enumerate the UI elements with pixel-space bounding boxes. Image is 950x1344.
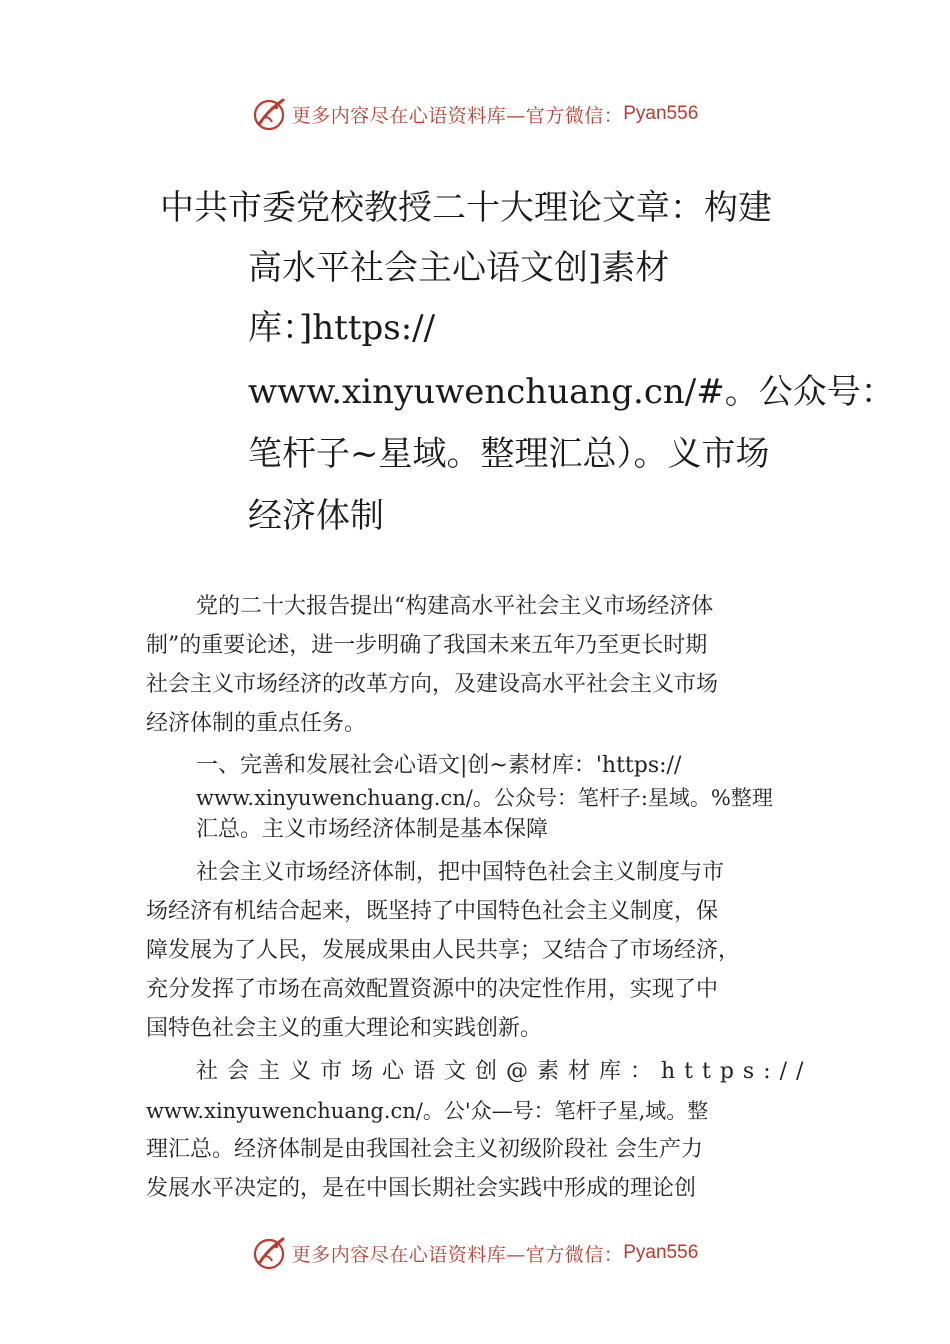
footer-banner (0, 1233, 950, 1273)
banner-text: 更多内容尽在心语资料库—官方微信： (291, 104, 624, 127)
paragraph-line: 社会主义市场经济的改革方向，及建设高水平社会主义市场 (146, 672, 719, 697)
title-line: 高水平社会主心语文创]素材 (248, 248, 670, 288)
paragraph-line: 国特色社会主义的重大理论和实践创新。 (146, 1016, 543, 1041)
heading-line: 汇总。主义市场经济体制是基本保障 (196, 817, 549, 842)
brush-logo-icon (252, 96, 288, 132)
title-line: 经济体制 (248, 496, 384, 536)
title-line: 库：]https:// (248, 308, 436, 348)
title-line: 中共市委党校教授二十大理论文章：构建 (160, 188, 772, 228)
banner-wechat-id: Pyan556 (623, 1242, 699, 1263)
paragraph-line: 充分发挥了市场在高效配置资源中的决定性作用，实现了中 (146, 977, 719, 1002)
paragraph-line: 党的二十大报告提出“构建高水平社会主义市场经济体 (196, 594, 714, 619)
paragraph-line: 社会主义市场经济体制，把中国特色社会主义制度与市 (196, 860, 725, 885)
banner-text: 更多内容尽在心语资料库—官方微信： (291, 1243, 624, 1266)
banner-wechat-id: Pyan556 (623, 103, 699, 124)
paragraph-line: www.xinyuwenchuang.cn/。公'众—号：笔杆子星,域。整 (146, 1099, 709, 1123)
brush-logo-icon (252, 1235, 288, 1271)
paragraph-line: 障发展为了人民，发展成果由人民共享；又结合了市场经济， (146, 938, 741, 963)
header-banner (0, 94, 950, 134)
title-line: www.xinyuwenchuang.cn/#。公众号： (248, 372, 895, 412)
title-line: 笔杆子~星域。整理汇总）。义市场 (248, 434, 770, 474)
paragraph-line: 制”的重要论述，进一步明确了我国未来五年乃至更长时期 (146, 633, 708, 658)
heading-line: 一、完善和发展社会心语文|创~素材库：'https:// (196, 753, 682, 778)
paragraph-line: 场经济有机结合起来，既坚持了中国特色社会主义制度，保 (146, 899, 719, 924)
paragraph-line: 经济体制的重点任务。 (146, 711, 367, 736)
paragraph-line: 理汇总。经济体制是由我国社会主义初级阶段社 会生产力 (146, 1137, 703, 1162)
heading-line: www.xinyuwenchuang.cn/。公众号：笔杆子:星域。%整理 (196, 786, 773, 810)
paragraph-line: 社会主义市场心语文创@素材库：https:// (196, 1059, 813, 1084)
paragraph-line: 发展水平决定的，是在中国长期社会实践中形成的理论创 (146, 1176, 697, 1201)
